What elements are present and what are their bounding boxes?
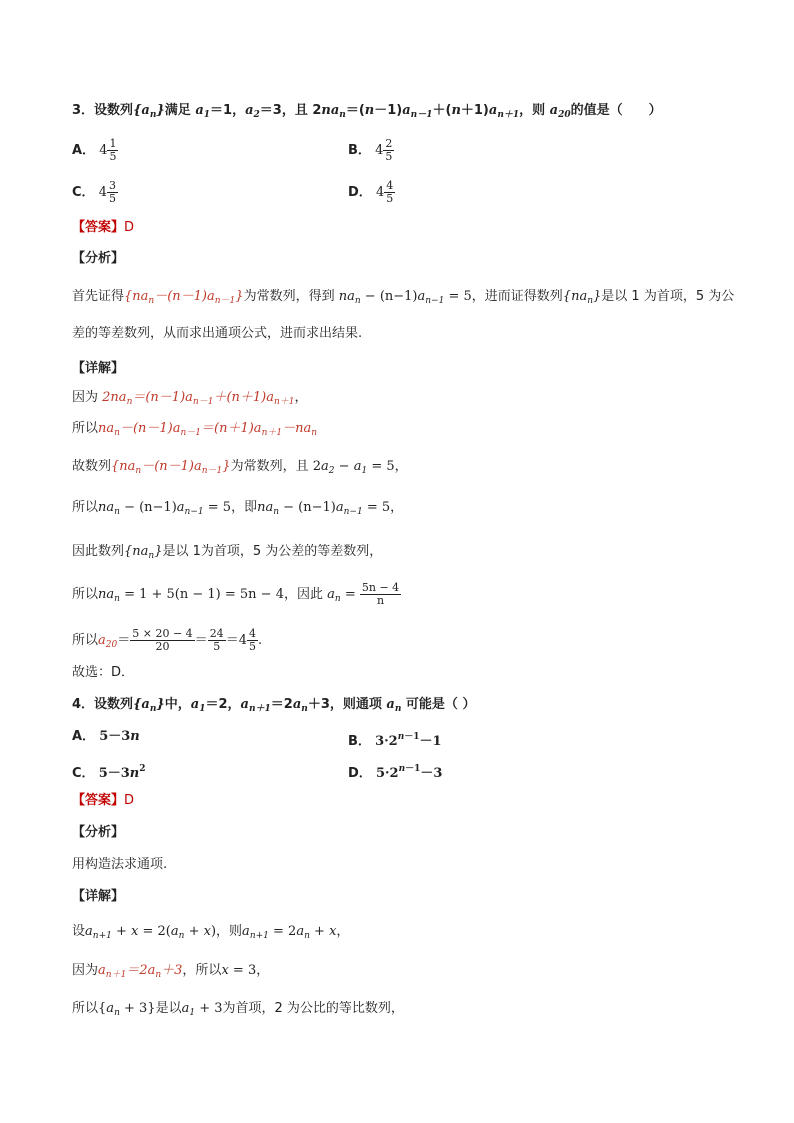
- q3-detail-heading: 【详解】: [72, 361, 125, 376]
- fraction: $\frac{5n - 4}{n}$: [361, 581, 400, 607]
- q3-answer: 【答案】D: [72, 220, 135, 235]
- fraction: $\frac{4}{5}$: [248, 627, 256, 653]
- q4-option-a: A． 5－3n: [72, 729, 140, 744]
- q3-option-c: C． 4 $\frac{3}{5}$: [72, 179, 116, 205]
- q3-detail-line-5: 因此数列$\{na_n\}$是以 1为首项，5 为公差的等差数列，: [72, 544, 383, 561]
- q4-option-b: B． $3\cdot 2^{n-1}-1$: [348, 732, 442, 749]
- q4-analysis-text: 用构造法求通项.: [72, 857, 168, 872]
- q4-detail-line-3: 所以$\{a_n + 3\}$是以$a_1 + 3$为首项，2 为公比的等比数列，: [72, 1001, 404, 1018]
- q3-detail-line-7: 所以$a_{20}=$ $\frac{5 \times 20 - 4}{20}$ ＝ $\frac{24}{5}$ ＝4 $\frac{4}{5}$ .: [72, 627, 263, 653]
- q3-analysis-heading: 【分析】: [72, 251, 125, 266]
- q4-detail-line-1: 设$a_{n+1} + x = 2(a_n + x)$，则$a_{n+1} = 2a_n + x$，: [72, 924, 350, 941]
- fraction: $\frac{5 \times 20 - 4}{20}$: [132, 627, 193, 653]
- q3-detail-line-8: 故选：D．: [72, 665, 135, 680]
- fraction: $\frac{24}{5}$: [209, 627, 224, 653]
- q3-analysis-line-2: 差的等差数列，从而求出通项公式，进而求出结果.: [72, 326, 363, 341]
- q3-detail-line-6: 所以$na_n = 1 + 5(n - 1) = 5n - 4$，因此 $a_n$ = $\frac{5n - 4}{n}$: [72, 581, 400, 607]
- fraction: $\frac{4}{5}$: [386, 179, 394, 205]
- q4-detail-line-2: 因为$a_{n+1}=2a_n+3$，所以x = 3，: [72, 963, 270, 980]
- q3-analysis-line-1: 首先证得$\{na_n-(n-1)a_{n-1}\}$为常数列，得到 $na_n - (n-1)a_{n-1} = 5$，进而证得数列$\{na_n\}$是以 1 为首项，5 为公: [72, 289, 735, 306]
- fraction: $\frac{1}{5}$: [109, 137, 117, 163]
- q3-option-b: B． 4 $\frac{2}{5}$: [348, 137, 393, 163]
- q4-analysis-heading: 【分析】: [72, 825, 125, 840]
- q3-option-d: D． 4 $\frac{4}{5}$: [348, 179, 394, 205]
- fraction: $\frac{3}{5}$: [108, 179, 116, 205]
- q4-option-d: D． $5\cdot 2^{n-1}-3$: [348, 764, 443, 781]
- q3-detail-line-1: 因为 $2na_n=(n-1)a_{n-1}+(n+1)a_{n+1}$，: [72, 390, 308, 407]
- q4-option-c: C． $5-3n^2$: [72, 764, 146, 781]
- q4-answer: 【答案】D: [72, 793, 135, 808]
- q3-stem: 3．设数列$\{a_n\}$满足 $a_1=1$，$a_2=3$，且 $2na_n=(n-1)a_{n-1}+(n+1)a_{n+1}$，则 $a_{20}$的值是（ ）: [72, 103, 662, 120]
- q3-detail-line-2: 所以$na_n-(n-1)a_{n-1}=(n+1)a_{n+1}-na_n$: [72, 421, 318, 438]
- q3-detail-line-3: 故数列$\{na_n-(n-1)a_{n-1}\}$为常数列，且 $2a_2 - a_1 = 5$，: [72, 459, 408, 476]
- q3-option-a: A． 4 $\frac{1}{5}$: [72, 137, 117, 163]
- q3-detail-line-4: 所以$na_n - (n-1)a_{n-1} = 5$，即$na_n - (n-1)a_{n-1} = 5$，: [72, 500, 404, 517]
- q4-stem: 4．设数列$\{a_n\}$中，$a_1=2$，$a_{n+1}=2a_n+3$，则通项 $a_n$ 可能是（ ）: [72, 697, 476, 714]
- fraction: $\frac{2}{5}$: [385, 137, 393, 163]
- q4-detail-heading: 【详解】: [72, 889, 125, 904]
